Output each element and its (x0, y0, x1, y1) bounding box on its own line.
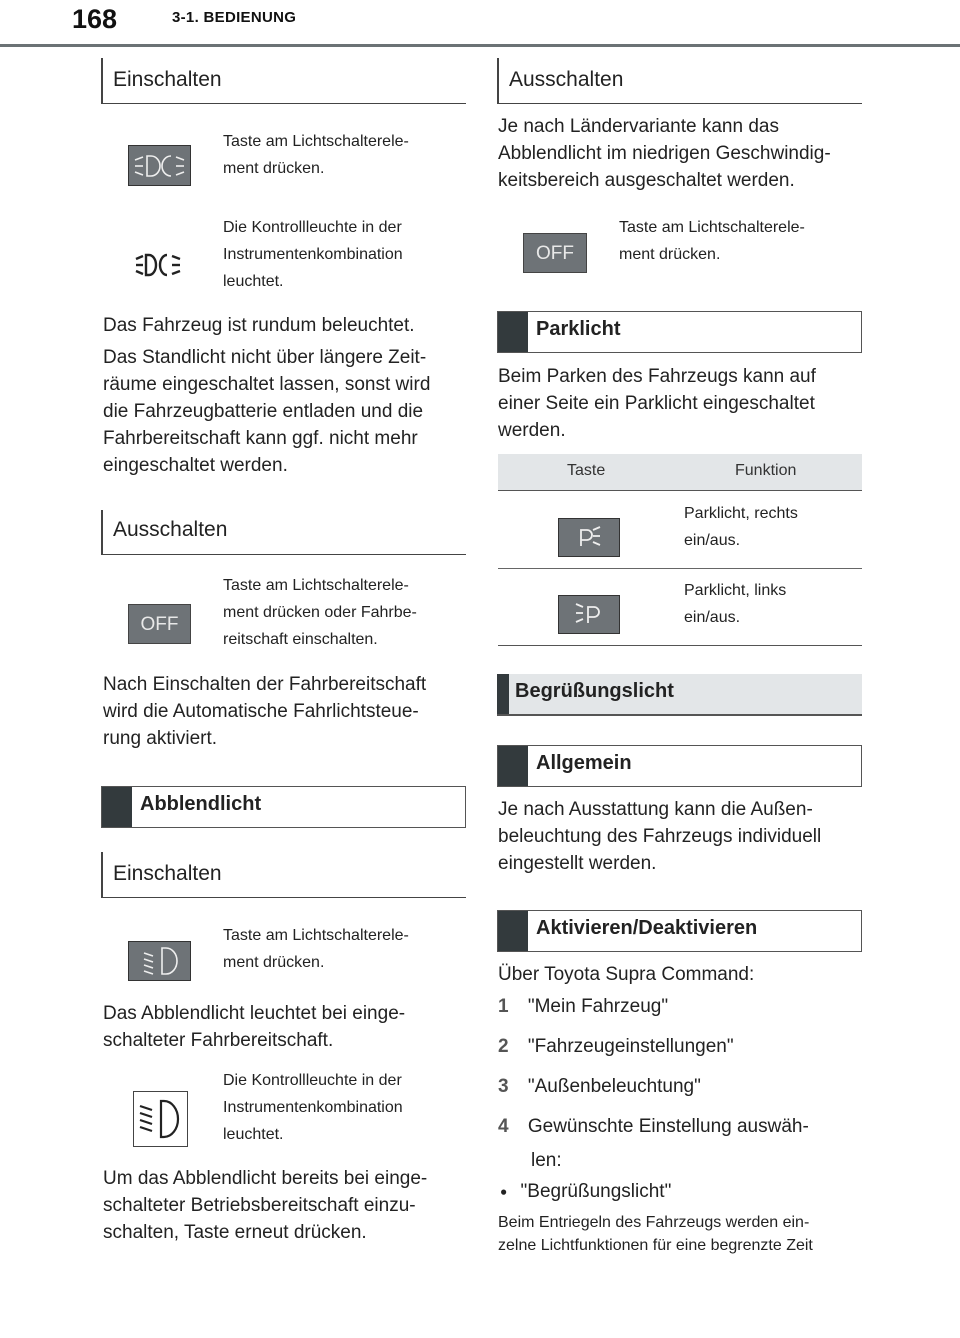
parklicht-links-button (558, 595, 620, 634)
instruction-text: Taste am Lichtschalterele- ment drücken. (223, 927, 409, 971)
paragraph: Das Fahrzeug ist rundum beleuchtet. (103, 315, 415, 336)
section-bar (498, 746, 528, 786)
off-button: OFF (523, 233, 587, 273)
section-heading-allgemein (497, 745, 862, 787)
section-title: Allgemein (536, 752, 632, 774)
section-heading-abblendlicht (101, 786, 466, 828)
step-item (498, 1113, 809, 1143)
section-title: Begrüßungslicht (515, 680, 674, 702)
low-beam-indicator-box (133, 1091, 188, 1147)
step-number: 3 (498, 1076, 509, 1097)
section-bar (102, 787, 132, 827)
section-title: Parklicht (536, 318, 621, 340)
step-text: "Mein Fahrzeug" (527, 996, 669, 1017)
table-cell-funktion: Parklicht, links ein/aus. (684, 582, 787, 626)
paragraph: Je nach Ländervariante kann das Abblendlicht im niedrigen Geschwindig- keitsbereich ausgeschaltet werden. (498, 116, 831, 191)
header-divider (0, 44, 960, 47)
section-title: Abblendlicht (140, 793, 262, 815)
section-title: Aktivieren/Deaktivieren (536, 917, 758, 939)
parking-light-right-icon (559, 519, 619, 556)
paragraph-warning: Das Standlicht nicht über längere Zeit- räume eingeschaltet lassen, sonst wird die Fahrzeugbatterie entladen und die Fahrbereitschaft kann ggf. nicht mehr eingeschaltet werden. (103, 347, 431, 476)
bullet-text: "Begrüßungslicht" (520, 1181, 672, 1202)
chapter-title: 3-1. BEDIENUNG (172, 9, 297, 26)
section-bar (497, 674, 509, 714)
step-number: 2 (498, 1036, 509, 1057)
page-number: 168 (72, 4, 118, 34)
abblendlicht-switch-button (128, 941, 191, 981)
bullet-icon: ● (500, 1184, 508, 1199)
section-heading-aktivieren (497, 910, 862, 952)
section-bar (498, 911, 528, 951)
step-text-continued: len: (531, 1150, 562, 1171)
section-bar (498, 312, 528, 352)
table-header (498, 454, 862, 490)
low-beam-indicator-icon (134, 1092, 187, 1146)
step-item (498, 1033, 809, 1073)
instruction-text: Taste am Lichtschalterele- ment drücken. (223, 133, 409, 177)
step-text: "Fahrzeugeinstellungen" (527, 1036, 734, 1057)
paragraph: Um das Abblendlicht bereits bei einge- schalteter Betriebsbereitschaft einzu- schalten, Taste erneut drücken. (103, 1168, 428, 1243)
paragraph: Nach Einschalten der Fahrbereitschaft wird die Automatische Fahrlichtsteue- rung aktiviert. (103, 674, 427, 749)
column-header-taste: Taste (567, 462, 606, 479)
paragraph: Beim Parken des Fahrzeugs kann auf einer Seite ein Parklicht eingeschaltet werden. (498, 366, 816, 441)
step-item (498, 1073, 809, 1113)
column-header-funktion: Funktion (735, 462, 797, 479)
instruction-text: Taste am Lichtschalterele- ment drücken. (619, 219, 805, 263)
subheading-ausschalten: Ausschalten (101, 510, 466, 555)
paragraph-footer: Beim Entriegeln des Fahrzeugs werden ein- zelne Lichtfunktionen für eine begrenzte Zeit (498, 1214, 813, 1254)
step-text: "Außenbeleuchtung" (527, 1076, 701, 1097)
section-heading-begruessungslicht (497, 674, 862, 716)
indicator-text: Die Kontrollleuchte in der Instrumentenkombination leuchtet. (223, 1072, 403, 1143)
table-cell-funktion: Parklicht, rechts ein/aus. (684, 505, 798, 549)
parking-light-left-icon (559, 596, 619, 633)
low-beam-icon (129, 942, 190, 980)
standlicht-indicator-icon (134, 250, 186, 280)
step-list (498, 993, 809, 1179)
paragraph: Das Abblendlicht leuchtet bei einge- schalteter Fahrbereitschaft. (103, 1003, 406, 1051)
standlicht-switch-button (128, 145, 191, 186)
table-row-divider (498, 568, 862, 569)
section-heading-parklicht (497, 311, 862, 353)
standlicht-icon (129, 146, 190, 185)
step-number: 4 (498, 1116, 509, 1137)
paragraph-intro: Über Toyota Supra Command: (498, 964, 755, 985)
step-item (498, 993, 809, 1033)
table-divider (498, 490, 862, 491)
step-number: 1 (498, 996, 509, 1017)
off-button: OFF (128, 604, 191, 644)
subheading-einschalten: Einschalten (101, 852, 466, 898)
table-bottom-rule (498, 645, 862, 646)
paragraph: Je nach Ausstattung kann die Außen- beleuchtung des Fahrzeugs individuell eingestellt werden. (498, 799, 822, 874)
subheading-einschalten: Einschalten (101, 58, 466, 104)
parklicht-rechts-button (558, 518, 620, 557)
step-text: Gewünschte Einstellung auswäh- (527, 1116, 809, 1137)
indicator-text: Die Kontrollleuchte in der Instrumentenkombination leuchtet. (223, 219, 403, 290)
subheading-ausschalten: Ausschalten (497, 58, 862, 104)
instruction-text: Taste am Lichtschalterele- ment drücken oder Fahrbe- reitschaft einschalten. (223, 577, 417, 648)
bullet-item (500, 1178, 671, 1205)
